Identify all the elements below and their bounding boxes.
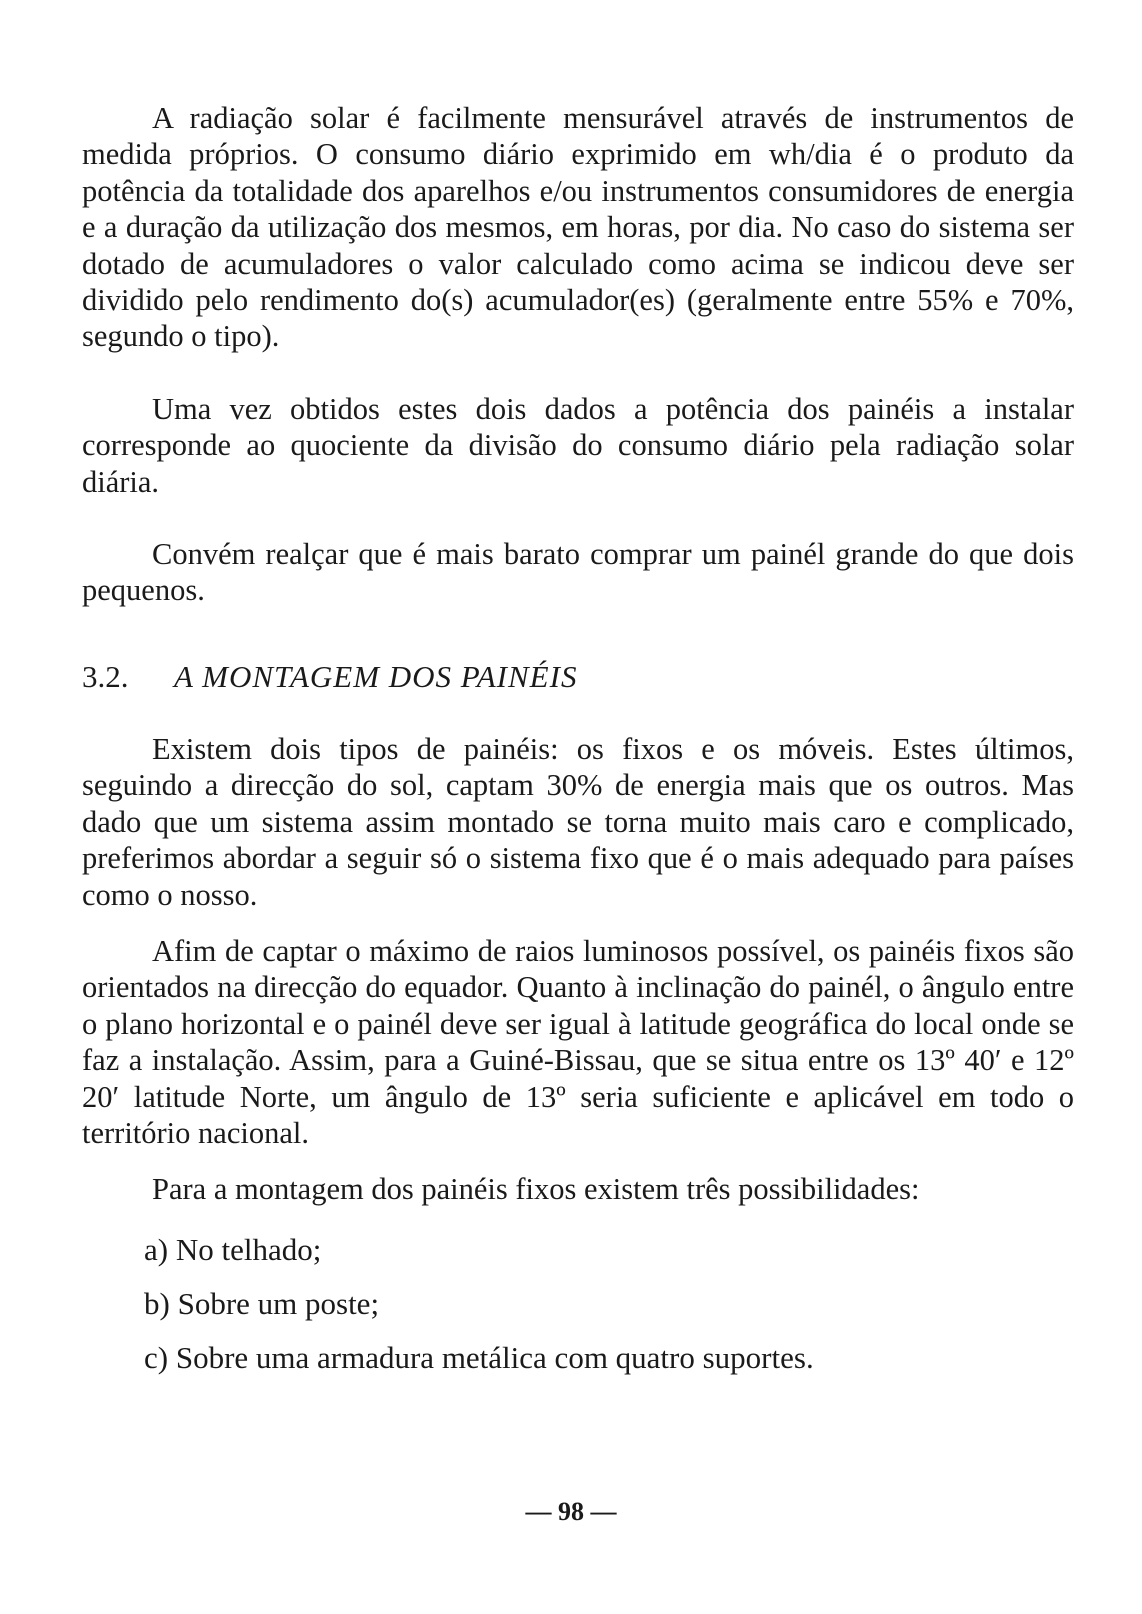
document-page bbox=[82, 100, 1074, 1378]
page-number: — 98 — bbox=[525, 1497, 617, 1526]
paragraph-panel-power: Uma vez obtidos estes dois dados a potência dos painéis a instalar corresponde ao quociente da divisão do consumo diário pela radiação solar diária. bbox=[82, 391, 1074, 499]
paragraph-orientation: Afim de captar o máximo de raios luminosos possível, os painéis fixos são orientados na direcção do equador. Quanto à inclinação do painél, o ângulo entre o plano horizontal e o painél deve ser igual à latitude geográfica do local onde se faz a instalação. Assim, para a Guiné-Bissau, que se situa entre os 13º 40′ e 12º 20′ latitude Norte, um ângulo de 13º seria suficiente e aplicável em todo o território nacional. bbox=[82, 933, 1074, 1150]
section-number: 3.2. bbox=[82, 658, 129, 694]
section-title: A MONTAGEM DOS PAINÉIS bbox=[174, 658, 578, 694]
paragraph-radiation: A radiação solar é facilmente mensurável através de instrumentos de medida próprios. O consumo diário exprimido em wh/dia é o produto da potência da totalidade dos aparelhos e/ou instrumentos consumidores de energia e a duração da utilização dos mesmos, em horas, por dia. No caso do sistema ser dotado de acumuladores o valor calculado como acima se indicou deve ser dividido pelo rendimento do(s) acumulador(es) (geralmente entre 55% e 70%, segundo o tipo). bbox=[82, 101, 1074, 354]
list-item: b) Sobre um poste; bbox=[144, 1285, 380, 1321]
section-heading bbox=[82, 657, 1074, 697]
paragraph-mounting-options: Para a montagem dos painéis fixos existem três possibilidades: bbox=[152, 1172, 920, 1207]
list-item: c) Sobre uma armadura metálica com quatro suportes. bbox=[144, 1339, 814, 1375]
paragraph-cost-note: Convém realçar que é mais barato comprar um painél grande do que dois pequenos. bbox=[82, 537, 1074, 608]
list-item: a) No telhado; bbox=[144, 1231, 322, 1267]
paragraph-panel-types: Existem dois tipos de painéis: os fixos e os móveis. Estes últimos, seguindo a direcção do sol, captam 30% de energia mais que os outros. Mas dado que um sistema assim montado se torna muito mais caro e complicado, preferimos abordar a seguir só o sistema fixo que é o mais adequado para países como o nosso. bbox=[82, 731, 1074, 912]
